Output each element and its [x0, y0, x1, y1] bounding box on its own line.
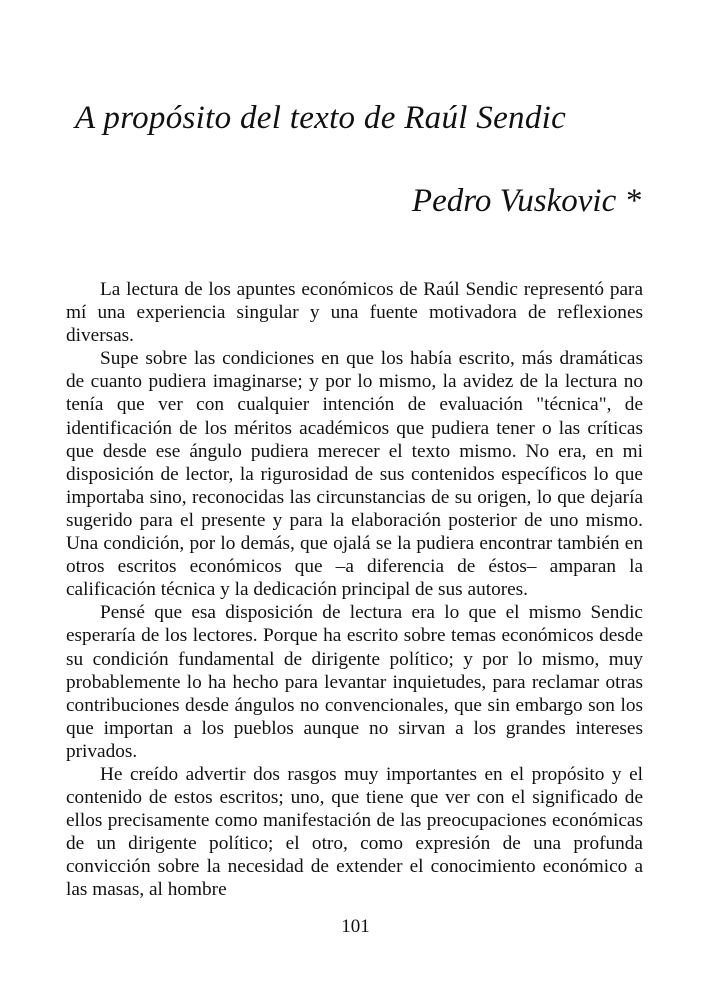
body-paragraph: He creído advertir dos rasgos muy importantes en el propósito y el contenido de estos escritos; uno, que tiene que ver con el significado de ellos precisamente como manifestación de las preocupaciones económicas de un dirigente político; el otro, como expresión de una profunda convicción sobre la necesidad de extender el conocimiento económico a las masas, al hombre	[66, 763, 643, 901]
author-name: Pedro Vuskovic *	[411, 183, 641, 219]
article-body	[66, 278, 643, 902]
body-paragraph: Pensé que esa disposición de lectura era lo que el mismo Sendic esperaría de los lectores. Porque ha escrito sobre temas económicos desde su condición fundamental de dirigente político; y por lo mismo, muy probablemente lo ha hecho para levantar inquietudes, para reclamar otras contribuciones desde ángulos no convencionales, que sin embargo son los que importan a los pueblos aunque no sirvan a los grandes intereses privados.	[66, 602, 643, 762]
article-title: A propósito del texto de Raúl Sendic	[75, 100, 567, 136]
page-number: 101	[341, 916, 370, 937]
body-paragraph: Supe sobre las condiciones en que los había escrito, más dramáticas de cuanto pudiera imaginarse; y por lo mismo, la avidez de la lectura no tenía que ver con cualquier intención de evaluación "técnica", de identificación de los méritos académicos que pudiera tener o las críticas que desde ese ángulo pudiera merecer el texto mismo. No era, en mi disposición de lector, la rigurosidad de sus contenidos específicos lo que importaba sino, reconocidas las circunstancias de su origen, lo que dejaría sugerido para el presente y para la elaboración posterior de uno mismo. Una condición, por lo demás, que ojalá se la pudiera encontrar también en otros escritos económicos que –a diferencia de éstos– amparan la calificación técnica y la dedicación principal de sus autores.	[66, 348, 643, 601]
body-paragraph: La lectura de los apuntes económicos de Raúl Sendic representó para mí una experiencia singular y una fuente motivadora de reflexiones diversas.	[66, 279, 643, 347]
